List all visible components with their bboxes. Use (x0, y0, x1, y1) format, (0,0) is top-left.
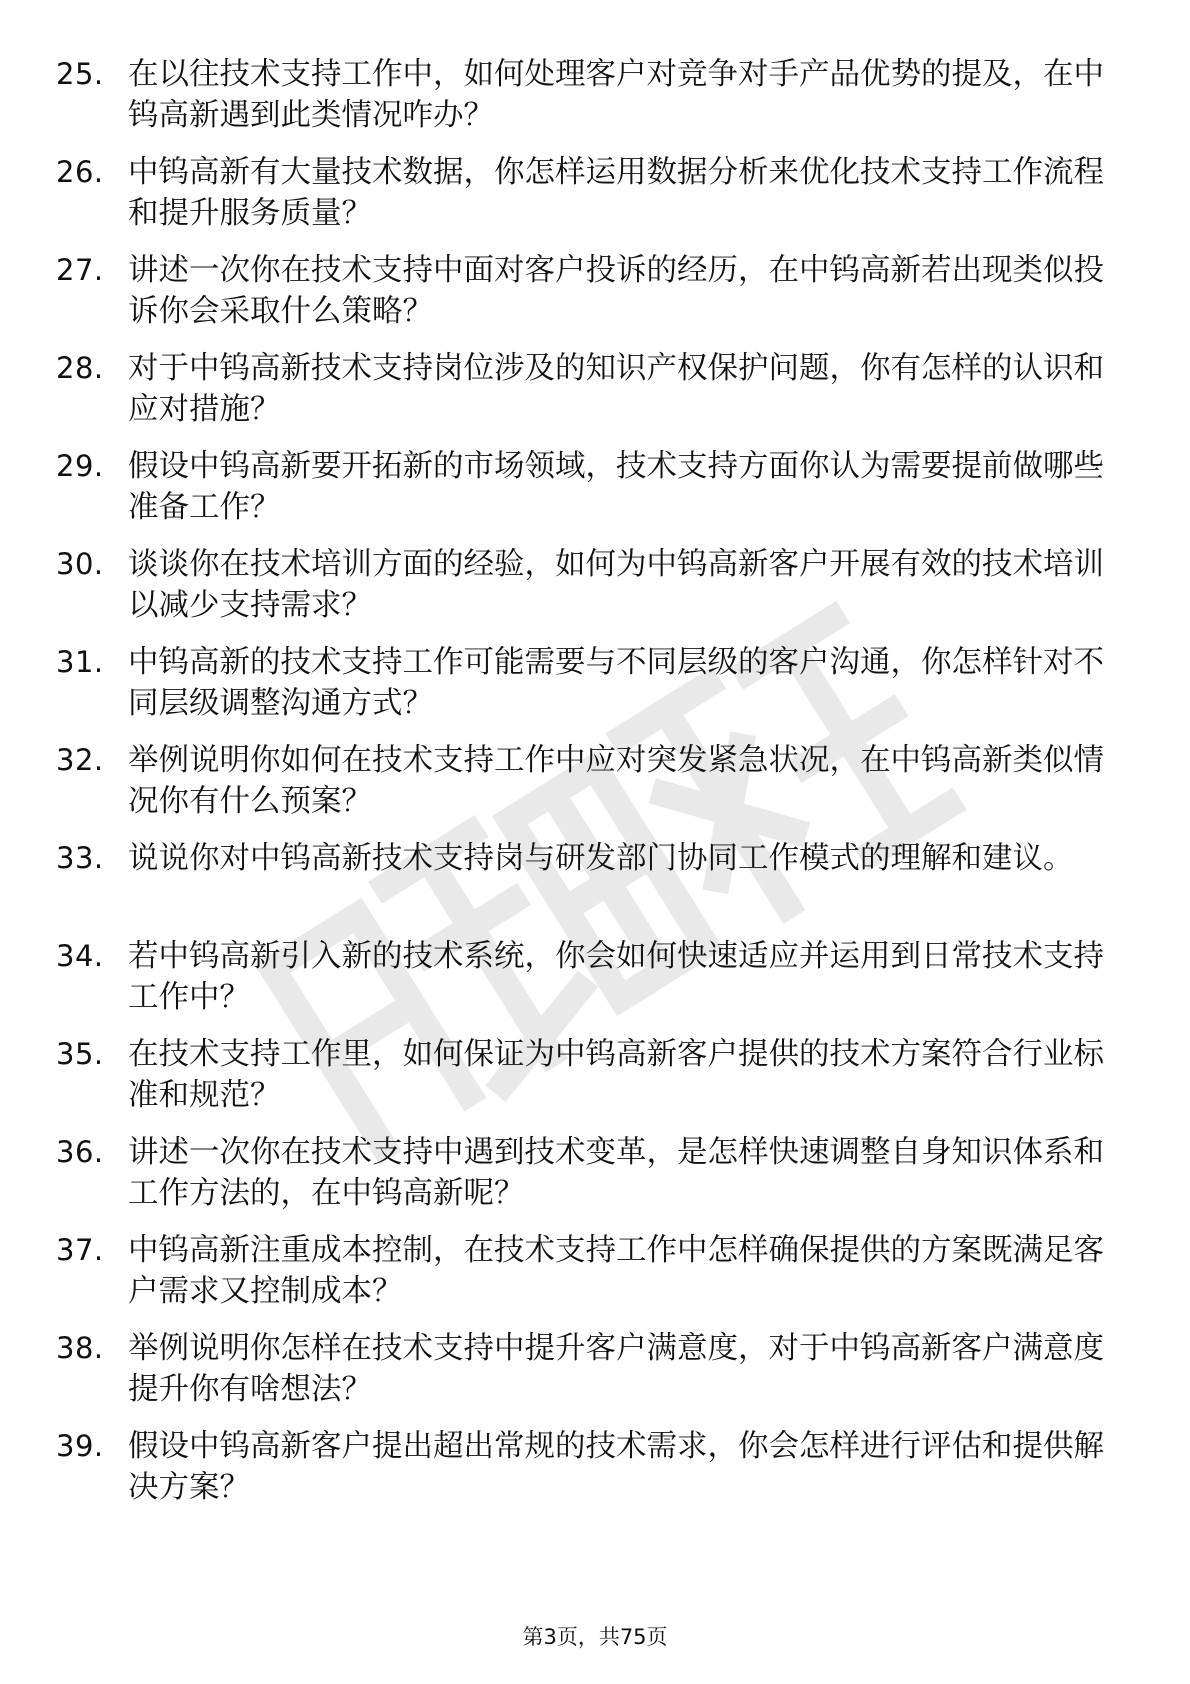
list-item (56, 1328, 1146, 1426)
question-text: 谈谈你在技术培训方面的经验，如何为中钨高新客户开展有效的技术培训以减少支持需求？ (128, 547, 1104, 623)
list-item (56, 838, 1146, 936)
list-item (56, 152, 1146, 250)
question-text: 举例说明你如何在技术支持工作中应对突发紧急状况，在中钨高新类似情况你有什么预案？ (128, 743, 1104, 819)
list-item (56, 1426, 1146, 1524)
list-item (56, 740, 1146, 838)
question-text: 假设中钨高新客户提出超出常规的技术需求，你会怎样进行评估和提供解决方案？ (128, 1429, 1104, 1505)
question-text: 对于中钨高新技术支持岗位涉及的知识产权保护问题，你有怎样的认识和应对措施？ (128, 351, 1104, 427)
question-number: 25. (56, 57, 104, 91)
question-number: 29. (56, 449, 104, 483)
question-text: 说说你对中钨高新技术支持岗与研发部门协同工作模式的理解和建议。 (128, 841, 1074, 876)
list-item (56, 250, 1146, 348)
list-item (56, 544, 1146, 642)
question-text: 中钨高新注重成本控制，在技术支持工作中怎样确保提供的方案既满足客户需求又控制成本？ (128, 1233, 1104, 1309)
question-number: 37. (56, 1233, 104, 1267)
question-number: 35. (56, 1037, 104, 1071)
question-number: 30. (56, 547, 104, 581)
list-item (56, 1132, 1146, 1230)
question-number: 26. (56, 155, 104, 189)
question-number: 36. (56, 1135, 104, 1169)
question-number: 38. (56, 1331, 104, 1365)
page-number-footer: 第3页，共75页 (522, 1625, 668, 1649)
question-list (56, 54, 1146, 1524)
list-item (56, 54, 1146, 152)
question-number: 33. (56, 841, 104, 875)
question-text: 中钨高新有大量技术数据，你怎样运用数据分析来优化技术支持工作流程和提升服务质量？ (128, 155, 1104, 231)
list-item (56, 936, 1146, 1034)
list-item (56, 642, 1146, 740)
list-item (56, 348, 1146, 446)
question-number: 27. (56, 253, 104, 287)
question-text: 中钨高新的技术支持工作可能需要与不同层级的客户沟通，你怎样针对不同层级调整沟通方式？ (128, 645, 1104, 721)
question-text: 在技术支持工作里，如何保证为中钨高新客户提供的技术方案符合行业标准和规范？ (128, 1037, 1104, 1113)
list-item (56, 446, 1146, 544)
question-number: 34. (56, 939, 104, 973)
question-text: 假设中钨高新要开拓新的市场领域，技术支持方面你认为需要提前做哪些准备工作？ (128, 449, 1104, 525)
question-text: 讲述一次你在技术支持中面对客户投诉的经历，在中钨高新若出现类似投诉你会采取什么策略？ (128, 253, 1104, 329)
question-text: 若中钨高新引入新的技术系统，你会如何快速适应并运用到日常技术支持工作中？ (128, 939, 1104, 1015)
question-number: 31. (56, 645, 104, 679)
question-text: 讲述一次你在技术支持中遇到技术变革，是怎样快速调整自身知识体系和工作方法的，在中钨高新呢？ (128, 1135, 1104, 1211)
list-item (56, 1034, 1146, 1132)
question-number: 39. (56, 1429, 104, 1463)
question-number: 28. (56, 351, 104, 385)
question-text: 在以往技术支持工作中，如何处理客户对竞争对手产品优势的提及，在中钨高新遇到此类情况咋办？ (128, 57, 1104, 133)
question-number: 32. (56, 743, 104, 777)
question-text: 举例说明你怎样在技术支持中提升客户满意度，对于中钨高新客户满意度提升你有啥想法？ (128, 1331, 1104, 1407)
list-item (56, 1230, 1146, 1328)
